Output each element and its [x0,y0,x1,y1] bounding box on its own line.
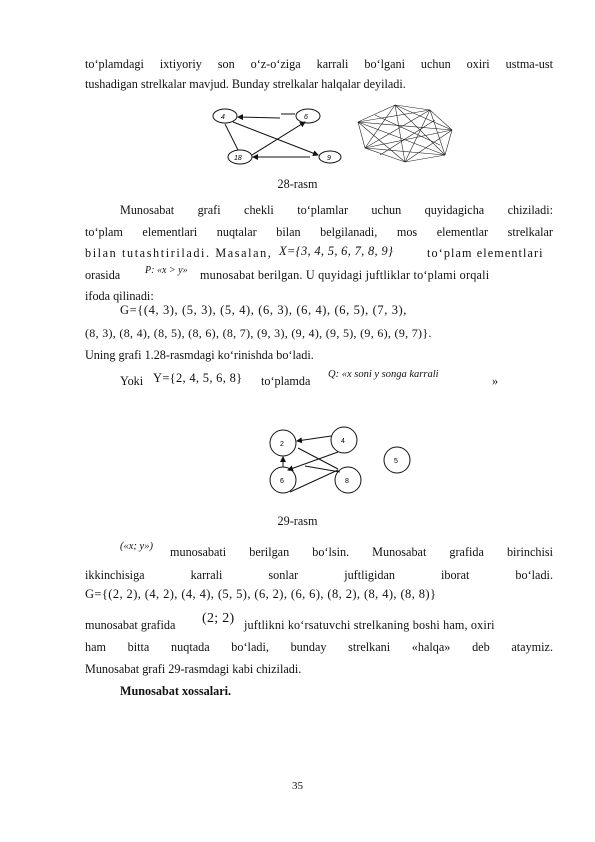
set-y-formula: Y={2, 4, 5, 6, 8} [153,371,243,385]
text-line-1: to‘plamdagi ixtiyoriy son o‘z-o‘ziga karrali bo‘lgani uchun oxiri ustma-ust [85,57,553,71]
text-line-7: ifoda qilinadi: [85,289,154,303]
text-line-4: to‘plam elementlari nuqtalar bilan belgilanadi, mos elementlar strelkalar [85,225,553,239]
fig29-node-8: 8 [345,478,349,485]
relation-xy-formula: («x; y») [120,541,153,552]
text-line-5-a: bilan tutashtiriladi. Masalan, [85,246,273,260]
figure-29-caption: 29-rasm [277,514,318,528]
fig29-node-6: 6 [280,478,284,485]
fig28-node-4: 4 [221,114,225,121]
figure-28-caption: 28-rasm [277,177,318,191]
text-line-6-a: orasida [85,268,121,282]
text-line-16: ham bitta nuqtada bo‘ladi, bunday strelkani «halqa» deb ataymiz. [85,640,553,654]
set-g-formula-line-2: (8, 3), (8, 4), (8, 5), (8, 6), (8, 7), (9, 3), (9, 4), (9, 5), (9, 6), (9, 7)}. [85,326,432,340]
text-line-12: munosabati berilgan bo‘lsin. Munosabat grafida birinchisi [170,545,553,559]
text-line-3: Munosabat grafi chekli to‘plamlar uchun quyidagicha chiziladi: [120,203,553,217]
figure-28-left-graph [213,109,341,164]
relation-q-formula: Q: «x soni y songa karrali [328,369,439,380]
set-g-formula-line-1: G={(4, 3), (5, 3), (5, 4), (6, 3), (6, 4), (6, 5), (7, 3), [120,303,408,317]
text-line-15-b: juftlikni ko‘rsatuvchi strelkaning boshi ham, oxiri [244,618,495,632]
fig29-node-4: 4 [341,438,345,445]
text-line-5 [85,246,272,260]
text-line-13: ikkinchisiga karrali sonlar juftligidan iborat bo‘ladi. [85,568,553,582]
page-number: 35 [292,780,303,792]
text-line-10: Uning grafi 1.28-rasmdagi ko‘rinishda bo‘ladi. [85,348,314,362]
text-line-11-b: to‘plamda [261,374,311,388]
text-line-11-c: » [492,374,499,388]
relation-p-formula: P: «x > y» [145,265,188,276]
set-x-formula: X={3, 4, 5, 6, 7, 8, 9} [279,244,394,258]
fig28-node-6: 6 [304,114,308,121]
text-line-2: tushadigan strelkalar mavjud. Bunday strelkalar halqalar deyiladi. [85,77,406,91]
figure-28-graphs [205,100,460,170]
figure-28-right-graph [358,105,452,162]
set-g2-formula: G={(2, 2), (4, 2), (4, 4), (5, 5), (6, 2), (6, 6), (8, 2), (8, 4), (8, 8)} [85,587,437,601]
fig29-node-2: 2 [280,441,284,448]
fig29-node-5: 5 [394,458,398,465]
text-line-6-b: munosabat berilgan. U quyidagi juftliklar to‘plami orqali [200,268,490,282]
section-heading: Munosabat xossalari. [120,684,232,698]
fig28-node-18: 18 [234,155,242,162]
text-line-5-b: to‘plam elementlari [427,246,544,260]
pair-2-2: (2; 2) [202,611,235,626]
fig28-node-9: 9 [327,155,331,162]
figure-29-graph [260,420,420,502]
text-line-17: Munosabat grafi 29-rasmdagi kabi chiziladi. [85,662,302,676]
text-line-15-a: munosabat grafida [85,618,176,632]
text-line-11-a: Yoki [120,374,144,388]
